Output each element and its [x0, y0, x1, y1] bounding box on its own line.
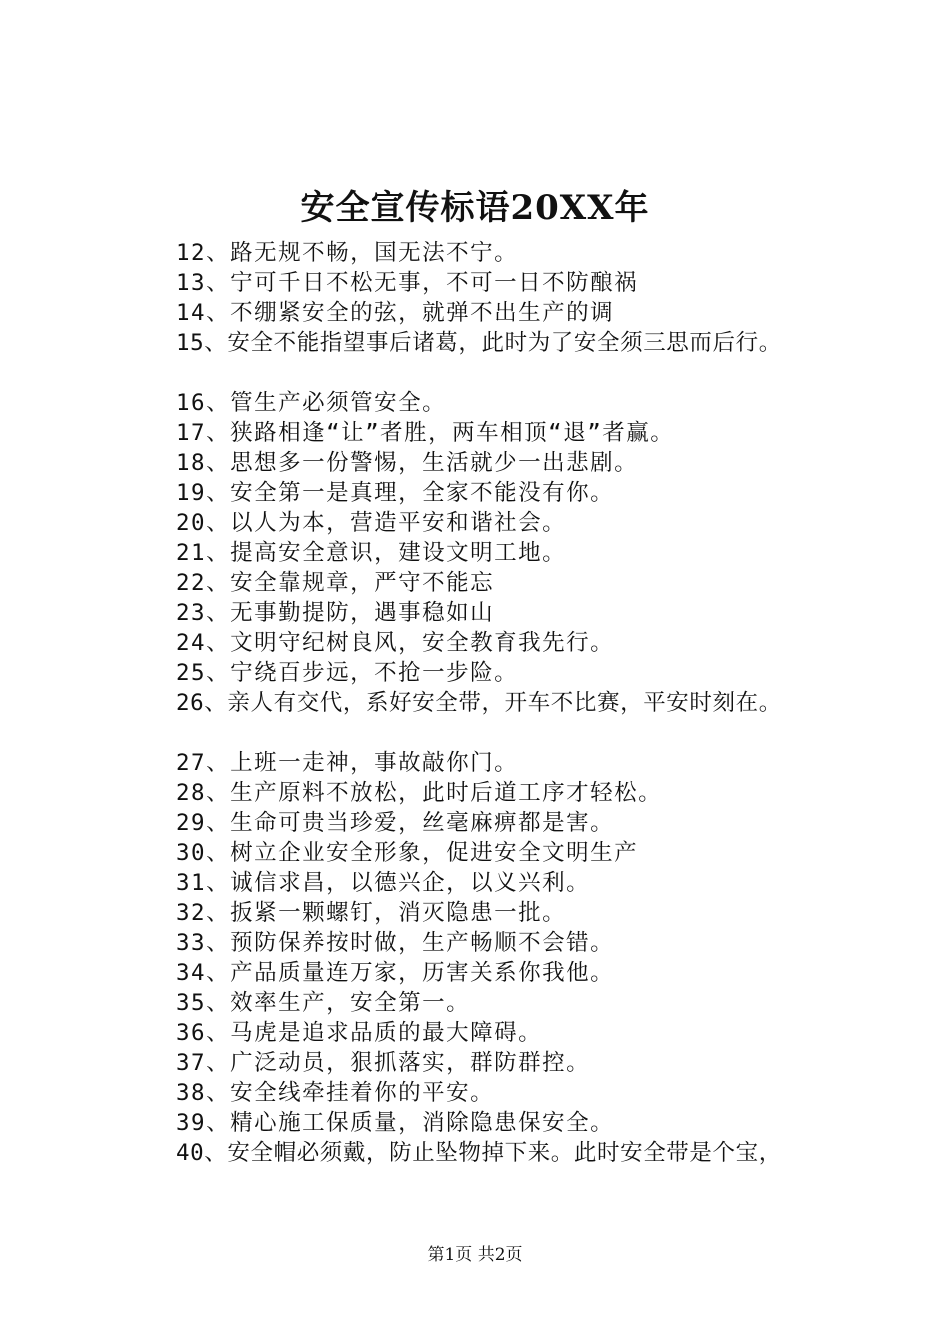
slogan-item: 32、扳紧一颗螺钉，消灭隐患一批。	[176, 900, 567, 926]
document-title: 安全宣传标语20XX年	[300, 188, 650, 228]
slogan-item: 20、以人为本，营造平安和谐社会。	[176, 510, 567, 536]
slogan-item: 31、诚信求昌，以德兴企，以义兴利。	[176, 870, 591, 896]
slogan-item: 13、宁可千日不松无事，不可一日不防酿祸	[176, 270, 639, 296]
slogan-item: 21、提高安全意识，建设文明工地。	[176, 540, 567, 566]
slogan-item: 14、不绷紧安全的弦，就弹不出生产的调	[176, 300, 615, 326]
slogan-item: 15、安全不能指望事后诸葛，此时为了安全须三思而后行。	[176, 330, 782, 356]
slogan-item: 26、亲人有交代，系好安全带，开车不比赛，平安时刻在。	[176, 690, 782, 716]
slogan-item: 39、精心施工保质量，消除隐患保安全。	[176, 1110, 615, 1136]
slogan-item: 33、预防保养按时做，生产畅顺不会错。	[176, 930, 615, 956]
slogan-item: 22、安全靠规章，严守不能忘	[176, 570, 495, 596]
slogan-item: 16、管生产必须管安全。	[176, 390, 447, 416]
slogan-item: 25、宁绕百步远，不抢一步险。	[176, 660, 519, 686]
slogan-item: 40、安全帽必须戴，防止坠物掉下来。此时安全带是个宝，	[176, 1140, 782, 1166]
slogan-item: 17、狭路相逢“让”者胜，两车相顶“退”者赢。	[176, 420, 675, 446]
slogan-item: 35、效率生产，安全第一。	[176, 990, 471, 1016]
slogan-item: 19、安全第一是真理，全家不能没有你。	[176, 480, 615, 506]
slogan-item: 36、马虎是追求品质的最大障碍。	[176, 1020, 543, 1046]
slogan-item: 18、思想多一份警惕，生活就少一出悲剧。	[176, 450, 639, 476]
slogan-item: 29、生命可贵当珍爱，丝毫麻痹都是害。	[176, 810, 615, 836]
slogan-item: 30、树立企业安全形象，促进安全文明生产	[176, 840, 639, 866]
slogan-item: 23、无事勤提防，遇事稳如山	[176, 600, 495, 626]
slogan-item: 38、安全线牵挂着你的平安。	[176, 1080, 495, 1106]
slogan-item: 34、产品质量连万家，历害关系你我他。	[176, 960, 615, 986]
slogan-item: 27、上班一走神，事故敲你门。	[176, 750, 519, 776]
slogan-item: 24、文明守纪树良风，安全教育我先行。	[176, 630, 615, 656]
slogan-list	[176, 238, 876, 1168]
slogan-item: 37、广泛动员，狠抓落实，群防群控。	[176, 1050, 591, 1076]
page-footer: 第1页 共2页	[427, 1245, 523, 1265]
slogan-item: 12、路无规不畅，国无法不宁。	[176, 240, 519, 266]
slogan-item: 28、生产原料不放松，此时后道工序才轻松。	[176, 780, 663, 806]
